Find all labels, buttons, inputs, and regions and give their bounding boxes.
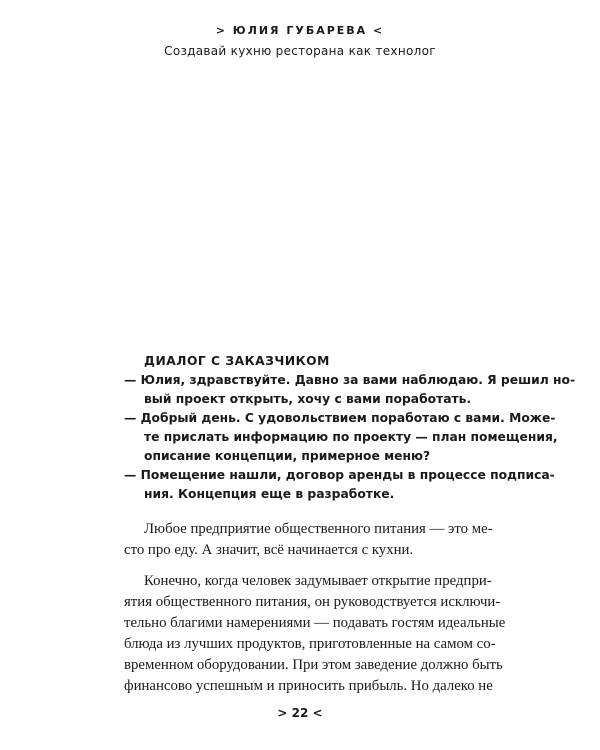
- running-head-author: > ЮЛИЯ ГУБАРЕВА <: [215, 24, 385, 37]
- page-number: > 22 <: [277, 706, 323, 720]
- dialog-line: те прислать информацию по проекту — план помещения,: [144, 430, 558, 444]
- paragraph-line: тельно благими намерениями — подавать гостям идеальные: [124, 615, 506, 631]
- paragraph-line: финансово успешным и приносить прибыль. Но далеко не: [124, 678, 493, 694]
- paragraph-line: блюда из лучших продуктов, приготовленные на самом со-: [124, 636, 496, 652]
- paragraph-line: Конечно, когда человек задумывает открытие предпри-: [144, 573, 492, 589]
- dialog-title: ДИАЛОГ С ЗАКАЗЧИКОМ: [144, 354, 330, 368]
- dialog-line: — Добрый день. С удовольствием поработаю с вами. Може-: [124, 411, 556, 425]
- dialog-line: ния. Концепция еще в разработке.: [144, 487, 395, 501]
- paragraph-line: временном оборудовании. При этом заведение должно быть: [124, 657, 503, 673]
- running-head-book-title: Создавай кухню ресторана как технолог: [164, 44, 436, 58]
- paragraph-line: ятия общественного питания, он руководствуется исключи-: [124, 594, 501, 610]
- dialog-line: описание концепции, примерное меню?: [144, 449, 431, 463]
- dialog-line: — Помещение нашли, договор аренды в процессе подписа-: [124, 468, 555, 482]
- body-paragraph: [124, 519, 493, 561]
- dialog-block: [124, 352, 576, 504]
- paragraph-line: Любое предприятие общественного питания — это ме-: [144, 521, 493, 537]
- dialog-line: вый проект открыть, хочу с вами поработать.: [144, 392, 472, 406]
- body-paragraph: [124, 571, 506, 697]
- paragraph-line: сто про еду. А значит, всё начинается с кухни.: [124, 542, 414, 558]
- dialog-line: — Юлия, здравствуйте. Давно за вами наблюдаю. Я решил но-: [124, 373, 576, 387]
